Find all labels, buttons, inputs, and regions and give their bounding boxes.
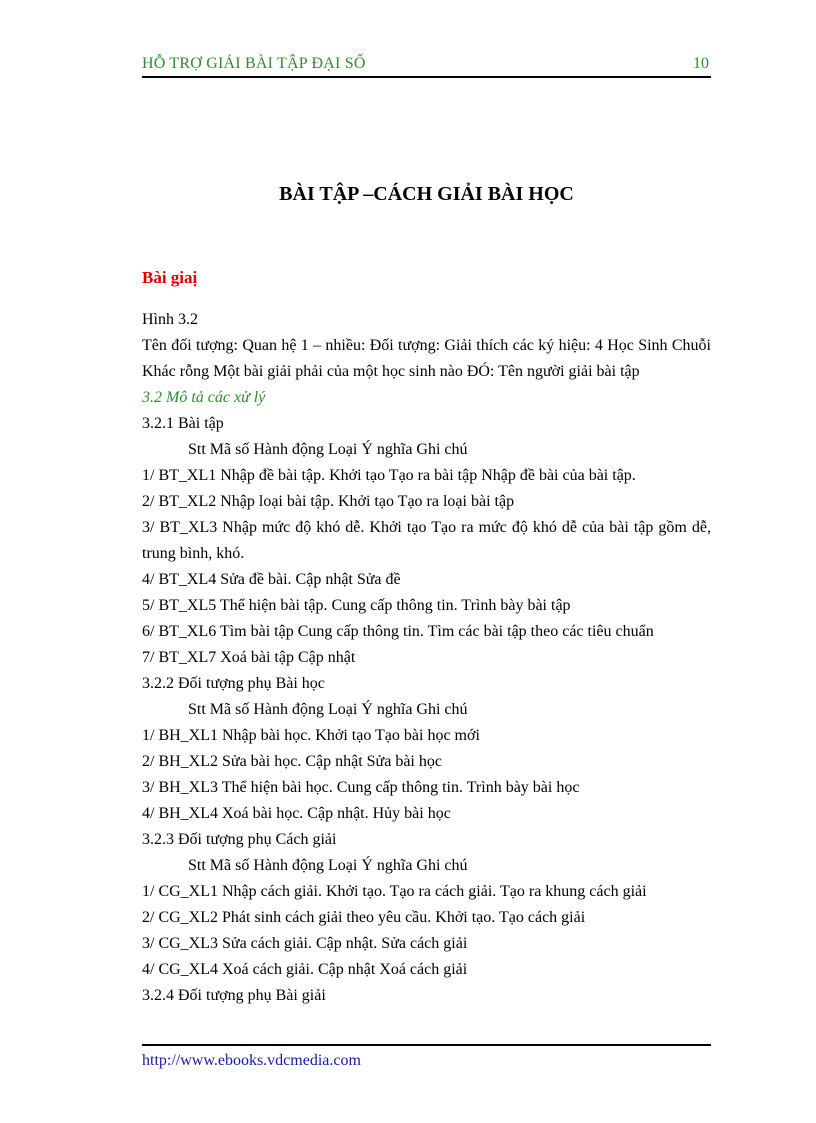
process-line: 2/ BH_XL2 Sửa bài học. Cập nhật Sửa bài học (142, 753, 442, 770)
section-heading: Bài giaị (142, 268, 198, 287)
footer-divider (142, 1044, 711, 1046)
process-line: 2/ CG_XL2 Phát sinh cách giải theo yêu cầu. Khởi tạo. Tạo cách giải (142, 909, 586, 926)
process-line: 3/ BT_XL3 Nhập mức độ khó dễ. Khởi tạo Tạo ra mức độ khó dễ của bài tập gồm dễ, trung bình, khó. (142, 519, 711, 562)
table-header-line: Stt Mã số Hành động Loại Ý nghĩa Ghi chú (188, 701, 468, 718)
table-header-line: Stt Mã số Hành động Loại Ý nghĩa Ghi chú (188, 441, 468, 458)
process-line: 1/ BT_XL1 Nhập đề bài tập. Khởi tạo Tạo ra bài tập Nhập đề bài của bài tập. (142, 467, 636, 484)
footer-url-link[interactable]: http://www.ebooks.vdcmedia.com (142, 1052, 361, 1069)
subsection-heading: 3.2 Mô tả các xử lý (142, 389, 266, 406)
process-line: 4/ CG_XL4 Xoá cách giải. Cập nhật Xoá cách giải (142, 961, 468, 978)
section-3-2-1-heading: 3.2.1 Bài tập (142, 415, 224, 432)
document-body (142, 307, 711, 1009)
header-title: HỖ TRỢ GIẢI BÀI TẬP ĐẠI SỐ (142, 55, 366, 72)
intro-paragraph: Tên đối tượng: Quan hệ 1 – nhiều: Đối tượng: Giải thích các ký hiệu: 4 Học Sinh Chuỗi Khác rỗng Một bài giải phải của một học sinh nào ĐÓ: Tên người giải bài tập (142, 337, 711, 380)
process-line: 7/ BT_XL7 Xoá bài tập Cập nhật (142, 649, 356, 666)
process-line: 1/ CG_XL1 Nhập cách giải. Khởi tạo. Tạo ra cách giải. Tạo ra khung cách giải (142, 883, 647, 900)
process-line: 4/ BH_XL4 Xoá bài học. Cập nhật. Hủy bài học (142, 805, 451, 822)
section-3-2-2-heading: 3.2.2 Đối tượng phụ Bài học (142, 675, 325, 692)
figure-label: Hình 3.2 (142, 311, 198, 328)
page-header (142, 52, 711, 78)
process-line: 6/ BT_XL6 Tìm bài tập Cung cấp thông tin. Tìm các bài tập theo các tiêu chuẩn (142, 623, 654, 640)
process-line: 2/ BT_XL2 Nhập loại bài tập. Khởi tạo Tạo ra loại bài tập (142, 493, 515, 510)
process-line: 4/ BT_XL4 Sửa đề bài. Cập nhật Sửa đề (142, 571, 401, 588)
process-line: 3/ BH_XL3 Thể hiện bài học. Cung cấp thông tin. Trình bày bài học (142, 779, 580, 796)
document-title: BÀI TẬP –CÁCH GIẢI BÀI HỌC (279, 183, 574, 205)
section-3-2-4-heading: 3.2.4 Đối tượng phụ Bài giải (142, 987, 326, 1004)
process-line: 1/ BH_XL1 Nhập bài học. Khởi tạo Tạo bài học mới (142, 727, 480, 744)
page-number: 10 (693, 55, 709, 72)
process-line: 5/ BT_XL5 Thể hiện bài tập. Cung cấp thông tin. Trình bày bài tập (142, 597, 571, 614)
section-3-2-3-heading: 3.2.3 Đối tượng phụ Cách giải (142, 831, 337, 848)
process-line: 3/ CG_XL3 Sửa cách giải. Cập nhật. Sửa cách giải (142, 935, 468, 952)
table-header-line: Stt Mã số Hành động Loại Ý nghĩa Ghi chú (188, 857, 468, 874)
